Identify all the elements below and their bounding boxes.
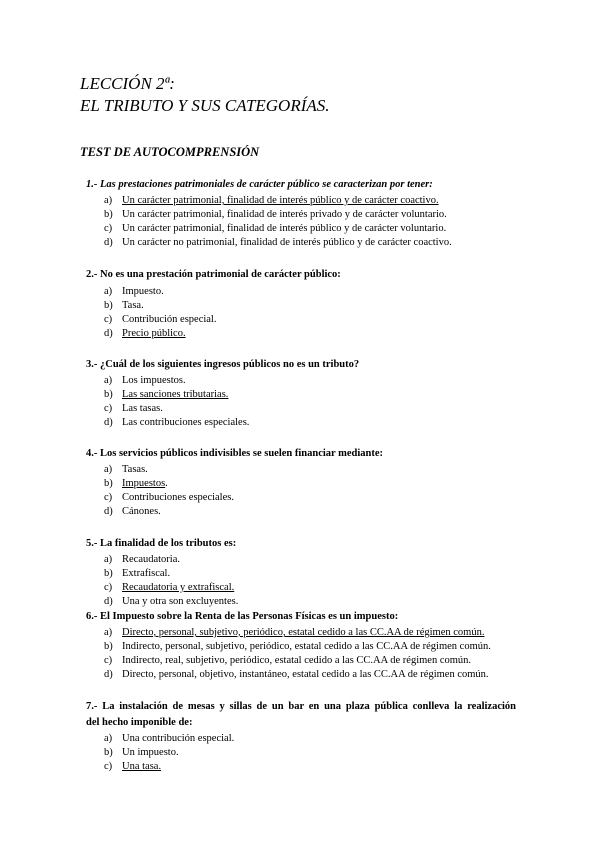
question-4-option-c bbox=[104, 491, 524, 505]
option-letter: b) bbox=[104, 389, 113, 400]
option-text: Impuestos bbox=[122, 478, 166, 489]
option-letter: c) bbox=[104, 403, 113, 414]
question-5-option-d bbox=[104, 595, 524, 609]
question-2-option-b bbox=[104, 299, 524, 313]
option-text: Un carácter patrimonial, finalidad de interés privado y de carácter voluntario. bbox=[122, 209, 447, 220]
option-text: Las contribuciones especiales. bbox=[122, 417, 250, 428]
option-letter: a) bbox=[104, 375, 113, 386]
question-4-option-a bbox=[104, 463, 524, 477]
option-letter: b) bbox=[104, 478, 113, 489]
option-letter: c) bbox=[104, 655, 113, 666]
option-letter: c) bbox=[104, 314, 113, 325]
option-text: Una y otra son excluyentes. bbox=[122, 596, 239, 607]
option-text: Directo, personal, objetivo, instantáneo, estatal cedido a las CC.AA de régimen común. bbox=[122, 669, 489, 680]
option-letter: b) bbox=[104, 568, 113, 579]
option-text: Un carácter no patrimonial, finalidad de interés público y de carácter coactivo. bbox=[122, 237, 452, 248]
option-text: Una contribución especial. bbox=[122, 733, 235, 744]
question-4-option-b bbox=[104, 477, 524, 491]
question-1-option-d bbox=[104, 236, 524, 250]
question-2: 2.- No es una prestación patrimonial de carácter público: bbox=[86, 269, 341, 280]
option-text: Indirecto, real, subjetivo, periódico, estatal cedido a las CC.AA de régimen común. bbox=[122, 655, 472, 666]
question-5-option-b bbox=[104, 567, 524, 581]
option-text: Contribuciones especiales. bbox=[122, 492, 234, 503]
option-text: Indirecto, personal, subjetivo, periódico, estatal cedido a las CC.AA de régimen común. bbox=[122, 641, 491, 652]
option-text: Contribución especial. bbox=[122, 314, 217, 325]
lesson-title: LECCIÓN 2ª: bbox=[80, 74, 175, 93]
question-2-option-d bbox=[104, 327, 524, 341]
question-7-option-a bbox=[104, 732, 524, 746]
question-6: 6.- El Impuesto sobre la Renta de las Personas Físicas es un impuesto: bbox=[86, 611, 399, 622]
option-text: Precio público. bbox=[122, 328, 186, 339]
question-1-option-a bbox=[104, 194, 524, 208]
option-text: Tasas. bbox=[122, 464, 148, 475]
option-letter: a) bbox=[104, 554, 113, 565]
question-3: 3.- ¿Cuál de los siguientes ingresos públicos no es un tributo? bbox=[86, 359, 360, 370]
option-letter: d) bbox=[104, 417, 113, 428]
question-6-option-d bbox=[104, 668, 524, 682]
question-4: 4.- Los servicios públicos indivisibles se suelen financiar mediante: bbox=[86, 448, 384, 459]
question-7-option-c bbox=[104, 760, 524, 774]
option-suffix: . bbox=[165, 478, 168, 489]
option-text: Un carácter patrimonial, finalidad de interés público y de carácter coactivo. bbox=[122, 195, 439, 206]
question-1-option-c bbox=[104, 222, 524, 236]
option-text: Una tasa. bbox=[122, 761, 162, 772]
option-letter: d) bbox=[104, 669, 113, 680]
option-text: Las tasas. bbox=[122, 403, 163, 414]
option-letter: d) bbox=[104, 596, 113, 607]
option-letter: a) bbox=[104, 733, 113, 744]
question-3-option-c bbox=[104, 402, 524, 416]
option-text: Extrafiscal. bbox=[122, 568, 171, 579]
question-5-option-c bbox=[104, 581, 524, 595]
option-letter: b) bbox=[104, 300, 113, 311]
option-letter: b) bbox=[104, 747, 113, 758]
question-6-option-b bbox=[104, 640, 524, 654]
question-7-line-1: 7.- La instalación de mesas y sillas de un bar en una plaza pública conlleva la realización bbox=[86, 701, 516, 712]
option-text: Tasa. bbox=[122, 300, 144, 311]
option-text: Las sanciones tributarias. bbox=[122, 389, 229, 400]
option-text: Un impuesto. bbox=[122, 747, 179, 758]
question-4-option-d bbox=[104, 505, 524, 519]
question-2-option-c bbox=[104, 313, 524, 327]
option-letter: c) bbox=[104, 223, 113, 234]
question-6-option-c bbox=[104, 654, 524, 668]
question-5-option-a bbox=[104, 553, 524, 567]
option-letter: c) bbox=[104, 582, 113, 593]
question-3-option-a bbox=[104, 374, 524, 388]
option-letter: b) bbox=[104, 641, 113, 652]
option-text: Cánones. bbox=[122, 506, 161, 517]
question-7-option-b bbox=[104, 746, 524, 760]
lesson-topic: EL TRIBUTO Y SUS CATEGORÍAS. bbox=[80, 96, 330, 115]
option-letter: a) bbox=[104, 286, 113, 297]
question-7 bbox=[86, 699, 516, 731]
question-1-option-b bbox=[104, 208, 524, 222]
option-letter: a) bbox=[104, 627, 113, 638]
question-1: 1.- Las prestaciones patrimoniales de carácter público se caracterizan por tener: bbox=[86, 179, 433, 190]
option-text: Los impuestos. bbox=[122, 375, 186, 386]
option-letter: c) bbox=[104, 761, 113, 772]
option-letter: d) bbox=[104, 237, 113, 248]
question-3-option-d bbox=[104, 416, 524, 430]
option-text: Directo, personal, subjetivo, periódico, estatal cedido a las CC.AA de régimen común. bbox=[122, 627, 485, 638]
question-5: 5.- La finalidad de los tributos es: bbox=[86, 538, 237, 549]
option-letter: a) bbox=[104, 195, 113, 206]
option-text: Recaudatoria. bbox=[122, 554, 181, 565]
option-text: Un carácter patrimonial, finalidad de interés público y de carácter voluntario. bbox=[122, 223, 447, 234]
option-letter: c) bbox=[104, 492, 113, 503]
question-7-line-2: del hecho imponible de: bbox=[86, 717, 193, 728]
option-letter: b) bbox=[104, 209, 113, 220]
option-text: Recaudatoria y extrafiscal. bbox=[122, 582, 235, 593]
question-2-option-a bbox=[104, 285, 524, 299]
option-letter: a) bbox=[104, 464, 113, 475]
question-6-option-a bbox=[104, 626, 524, 640]
question-3-option-b bbox=[104, 388, 524, 402]
option-text: Impuesto. bbox=[122, 286, 164, 297]
test-title: TEST DE AUTOCOMPRENSIÓN bbox=[80, 145, 260, 159]
option-letter: d) bbox=[104, 506, 113, 517]
option-letter: d) bbox=[104, 328, 113, 339]
